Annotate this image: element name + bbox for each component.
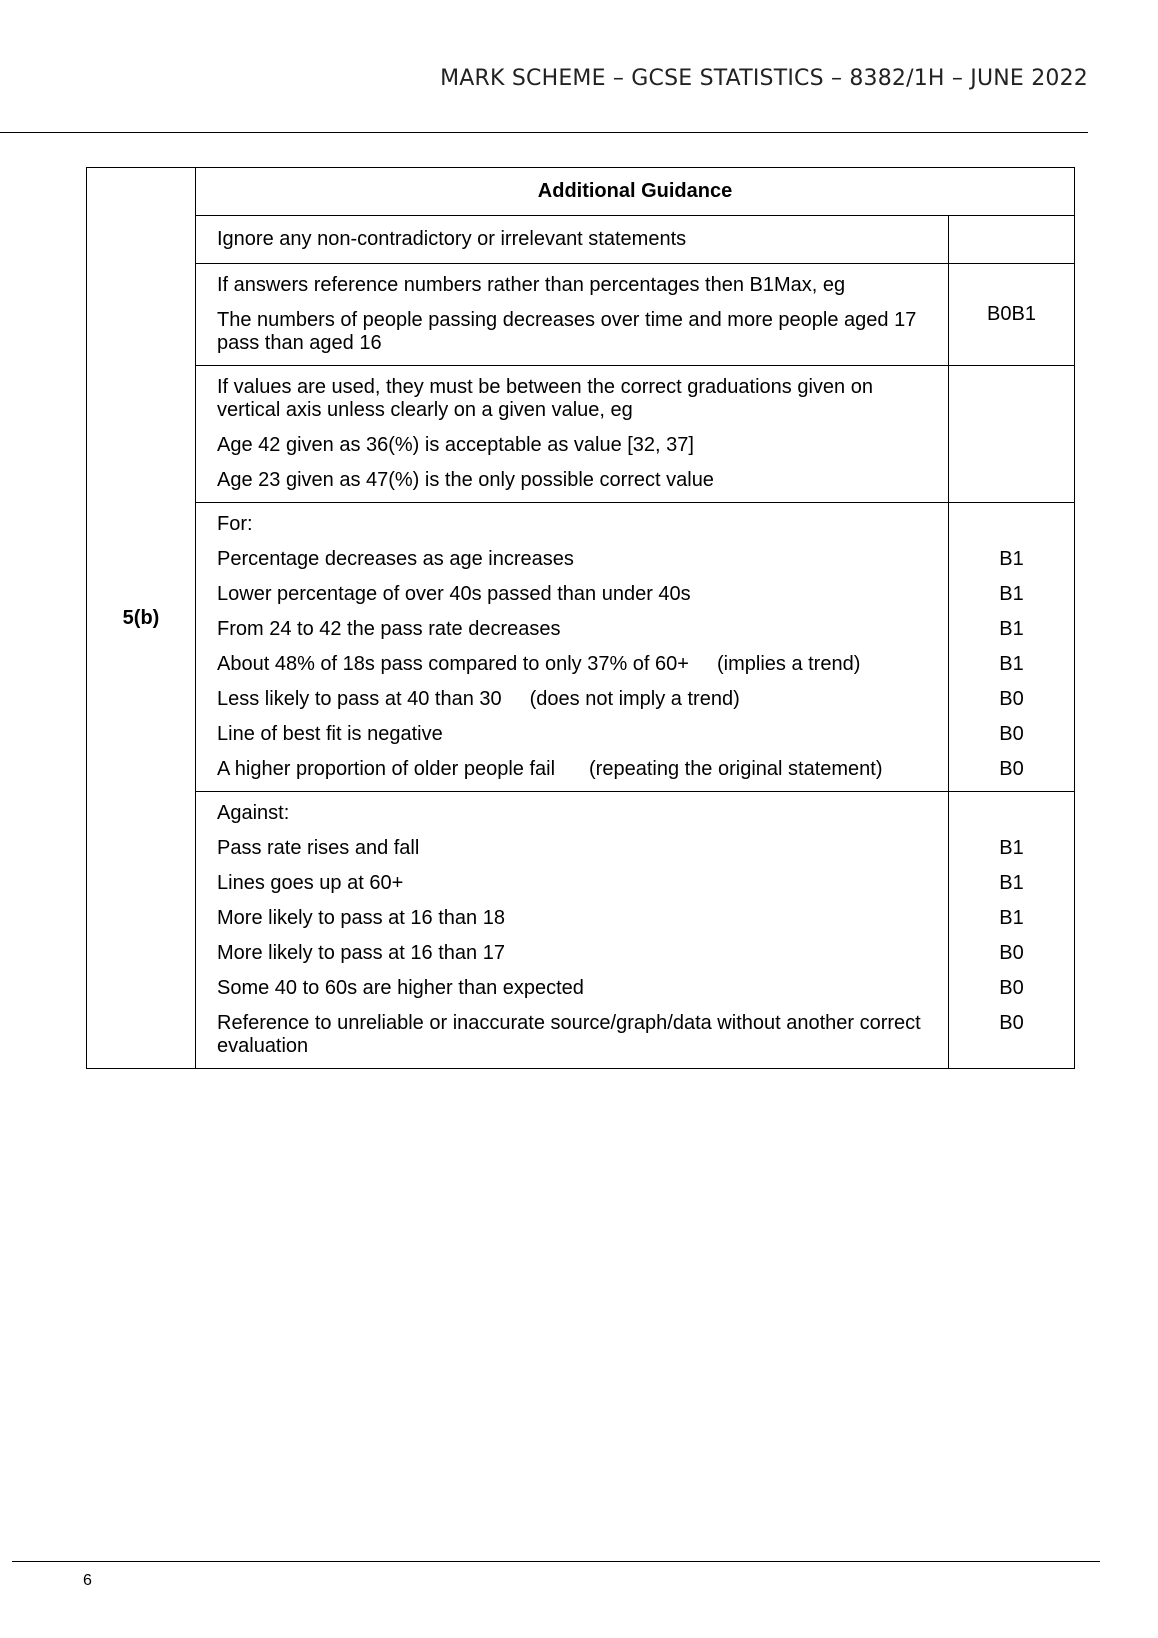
item-note: (repeating the original statement) — [589, 758, 883, 780]
list-item: More likely to pass at 16 than 18 — [217, 907, 505, 929]
list-item: Line of best fit is negative — [217, 723, 443, 745]
mark-value: B1 — [999, 837, 1024, 859]
list-item: From 24 to 42 the pass rate decreases — [217, 618, 561, 640]
list-item: Lower percentage of over 40s passed than under 40s — [217, 583, 691, 605]
mark-value: B1 — [999, 872, 1024, 894]
table-row-values — [87, 366, 1075, 503]
list-item: Pass rate rises and fall — [217, 837, 420, 859]
guidance-example: Age 23 given as 47(%) is the only possible correct value — [217, 469, 714, 491]
list-item: Some 40 to 60s are higher than expected — [217, 977, 584, 999]
guidance-text: If answers reference numbers rather than percentages then B1Max, eg — [217, 274, 846, 296]
list-item: Less likely to pass at 40 than 30 (does not imply a trend) — [217, 688, 740, 710]
list-item: More likely to pass at 16 than 17 — [217, 942, 505, 964]
list-item: Reference to unreliable or inaccurate source/graph/data without another correct evaluation — [217, 1012, 921, 1057]
item-note: (implies a trend) — [716, 653, 861, 675]
list-item: Percentage decreases as age increases — [217, 548, 574, 570]
list-item: A higher proportion of older people fail (repeating the original statement) — [217, 758, 883, 780]
guidance-text: If values are used, they must be between the correct graduations given on vertical axis unless clearly on a given value, eg — [217, 376, 873, 421]
mark-value: B1 — [999, 618, 1024, 640]
footer-rule — [12, 1561, 1100, 1562]
table-row-ignore — [87, 216, 1075, 264]
guidance-text: Ignore any non-contradictory or irrelevant statements — [217, 228, 687, 250]
mark-value: B1 — [999, 583, 1024, 605]
item-note: (does not imply a trend) — [529, 688, 740, 710]
mark-value: B1 — [999, 653, 1024, 675]
mark-value: B0 — [999, 688, 1024, 710]
mark-value: B0 — [999, 942, 1024, 964]
page-number: 6 — [83, 1572, 92, 1589]
question-number: 5(b) — [87, 168, 196, 1069]
table-row-against — [87, 792, 1075, 1069]
mark-scheme-table — [86, 167, 1075, 1069]
against-label: Against: — [217, 802, 290, 824]
page-header-title: MARK SCHEME – GCSE STATISTICS – 8382/1H – JUNE 2022 — [440, 66, 1088, 91]
header-rule — [0, 132, 1088, 133]
guidance-example: Age 42 given as 36(%) is acceptable as value [32, 37] — [217, 434, 694, 456]
table-row-for — [87, 503, 1075, 792]
mark-value: B1 — [999, 548, 1024, 570]
mark-value: B1 — [999, 907, 1024, 929]
table-row-numbers — [87, 264, 1075, 366]
for-label: For: — [217, 513, 253, 535]
guidance-example: The numbers of people passing decreases over time and more people aged 17 pass than aged 16 — [217, 309, 917, 354]
mark-value: B0 — [999, 977, 1024, 999]
mark-value: B0 — [999, 758, 1024, 780]
mark-value: B0 — [999, 723, 1024, 745]
list-item: About 48% of 18s pass compared to only 37% of 60+ (implies a trend) — [217, 653, 861, 675]
mark-value: B0 — [999, 1012, 1024, 1034]
table-heading: Additional Guidance — [196, 168, 1075, 216]
mark-cell-empty — [949, 216, 1075, 264]
mark-cell-empty — [949, 366, 1075, 503]
mark-value: B0B1 — [987, 303, 1036, 325]
list-item: Lines goes up at 60+ — [217, 872, 404, 894]
